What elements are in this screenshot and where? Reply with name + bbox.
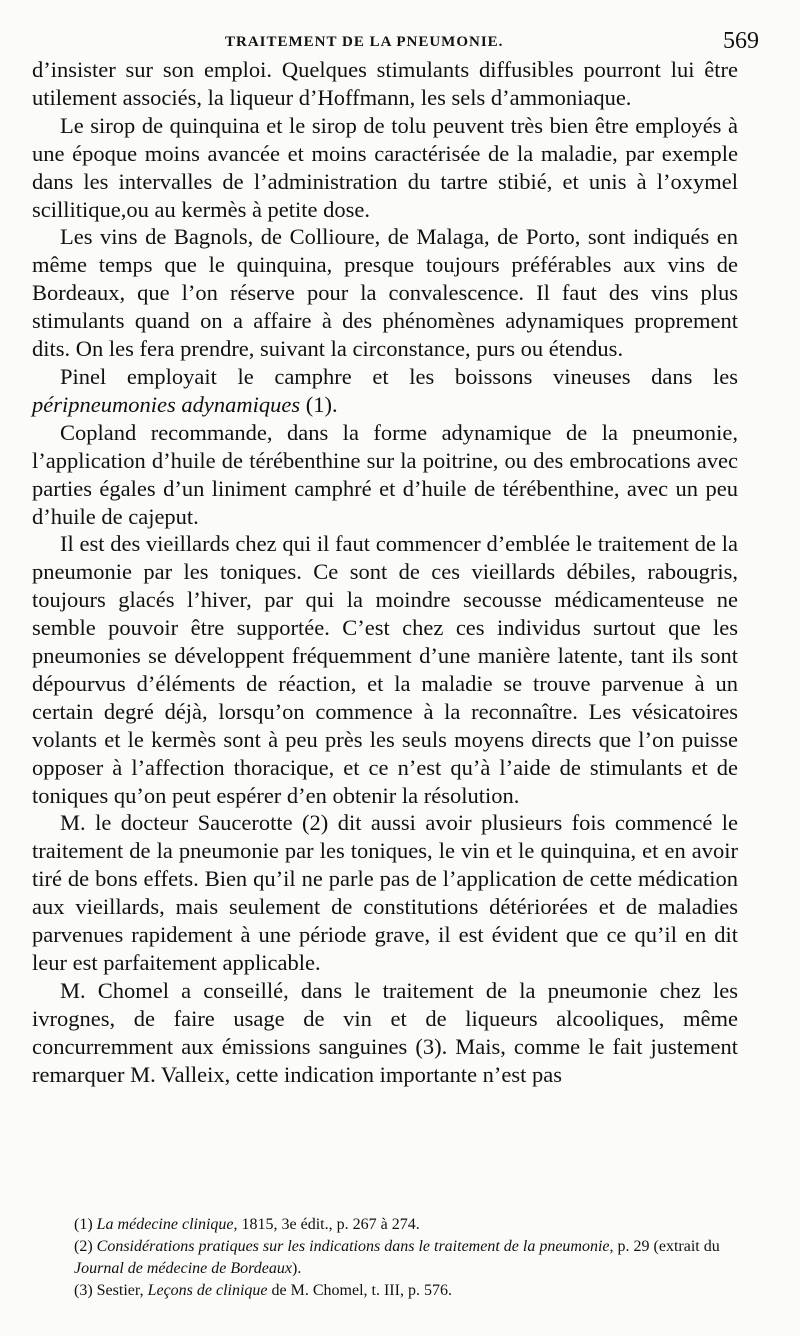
footnote-text: de M. Chomel, t. III, p. 576. — [267, 1282, 452, 1299]
footnote-number: (2) — [74, 1238, 93, 1255]
paragraph-vieillards: Il est des vieillards chez qui il faut commencer d’emblée le traitement de la pneumonie par les toniques. Ce sont de ces vieillards débiles, rabougris, toujours glacés l’hiver, par qui la moindre secousse médicamenteuse ne semble pouvoir être supportée. C’est chez ces individus surtout que les pneumonies se développent fréquemment d’une manière latente, tant ils sont dépourvus d’éléments de réaction, et la maladie se trouve parvenue à un certain degré déjà, lorsqu’on commence à la reconnaître. Les vésicatoires volants et le kermès sont à peu près les seuls moyens directs que l’on puisse opposer à l’affection thoracique, et ce n’est qu’à l’aide de stimulants et de toniques qu’on peut espérer d’en obtenir la résolution. — [32, 531, 738, 808]
footnote-title: Leçons de clinique — [147, 1282, 268, 1299]
paragraph-pinel — [32, 363, 738, 419]
paragraph-quinquina: Le sirop de quinquina et le sirop de tolu peuvent très bien être employés à une époque moins avancée et moins caractérisée de la maladie, par exemple dans les intervalles de l’administration du tartre stibié, et unis à l’oxymel scillitique,ou au kermès à petite dose. — [32, 112, 738, 222]
footnote-number: (1) — [74, 1216, 93, 1233]
footnote-2 — [74, 1236, 724, 1280]
pinel-italic: péripneumonies adynamiques — [32, 391, 301, 417]
paragraph-copland: Copland recommande, dans la forme adynamique de la pneumonie, l’application d’huile de térébenthine sur la poitrine, ou des embrocations avec parties égales d’un liniment camphré et d’huile de térébenthine, avec un peu d’huile de cajeput. — [32, 419, 738, 529]
paragraph-vins: Les vins de Bagnols, de Collioure, de Malaga, de Porto, sont indiqués en même temps que le quinquina, presque toujours préférables aux vins de Bordeaux, que l’on réserve pour la convalescence. Il faut des vins plus stimulants quand on a affaire à des phénomènes adynamiques proprement dits. On les fera prendre, suivant la circonstance, purs ou étendus. — [32, 224, 738, 362]
footnote-text: , 1815, 3e édit., p. 267 à 274. — [233, 1216, 420, 1233]
paragraph-chomel: M. Chomel a conseillé, dans le traitement de la pneumonie chez les ivrognes, de faire usage de vin et de liqueurs alcooliques, même concurremment aux émissions sanguines (3). Mais, comme le fait justement remarquer M. Valleix, cette indication importante n’est pas — [32, 977, 738, 1087]
footnote-author: Sestier, — [96, 1282, 148, 1299]
footnote-3 — [74, 1280, 724, 1302]
footnote-text-end: ). — [292, 1260, 302, 1277]
pinel-text-start: Pinel employait le camphre et les boissons vineuses dans les — [60, 363, 738, 389]
pinel-text-end: (1). — [300, 391, 338, 417]
footnotes — [74, 1214, 724, 1302]
footnote-title: Considérations pratiques sur les indications dans le traitement de la pneumonie — [96, 1238, 610, 1255]
paragraph-saucerotte: M. le docteur Saucerotte (2) dit aussi avoir plusieurs fois commencé le traitement de la pneumonie par les toniques, le vin et le quinquina, et en avoir tiré de bons effets. Bien qu’il ne parle pas de l’application de cette médication aux vieillards, mais seulement de constitutions détériorées et de maladies parvenues rapidement à une période grave, il est évident que ce qu’il en dit leur est parfaitement applicable. — [32, 810, 738, 975]
footnote-1 — [74, 1214, 724, 1236]
body-text — [32, 56, 738, 1089]
page-number: 569 — [723, 28, 759, 54]
footnote-title: La médecine clinique — [96, 1216, 234, 1233]
footnote-text: , p. 29 (extrait du — [609, 1238, 720, 1255]
footnote-journal: Journal de médecine de Bordeaux — [74, 1260, 292, 1277]
paragraph-continuation: d’insister sur son emploi. Quelques stimulants diffusibles pourront lui être utilement associés, la liqueur d’Hoffmann, les sels d’ammoniaque. — [32, 57, 738, 110]
running-title: TRAITEMENT DE LA PNEUMONIE. — [225, 34, 504, 50]
footnote-number: (3) — [74, 1282, 93, 1299]
